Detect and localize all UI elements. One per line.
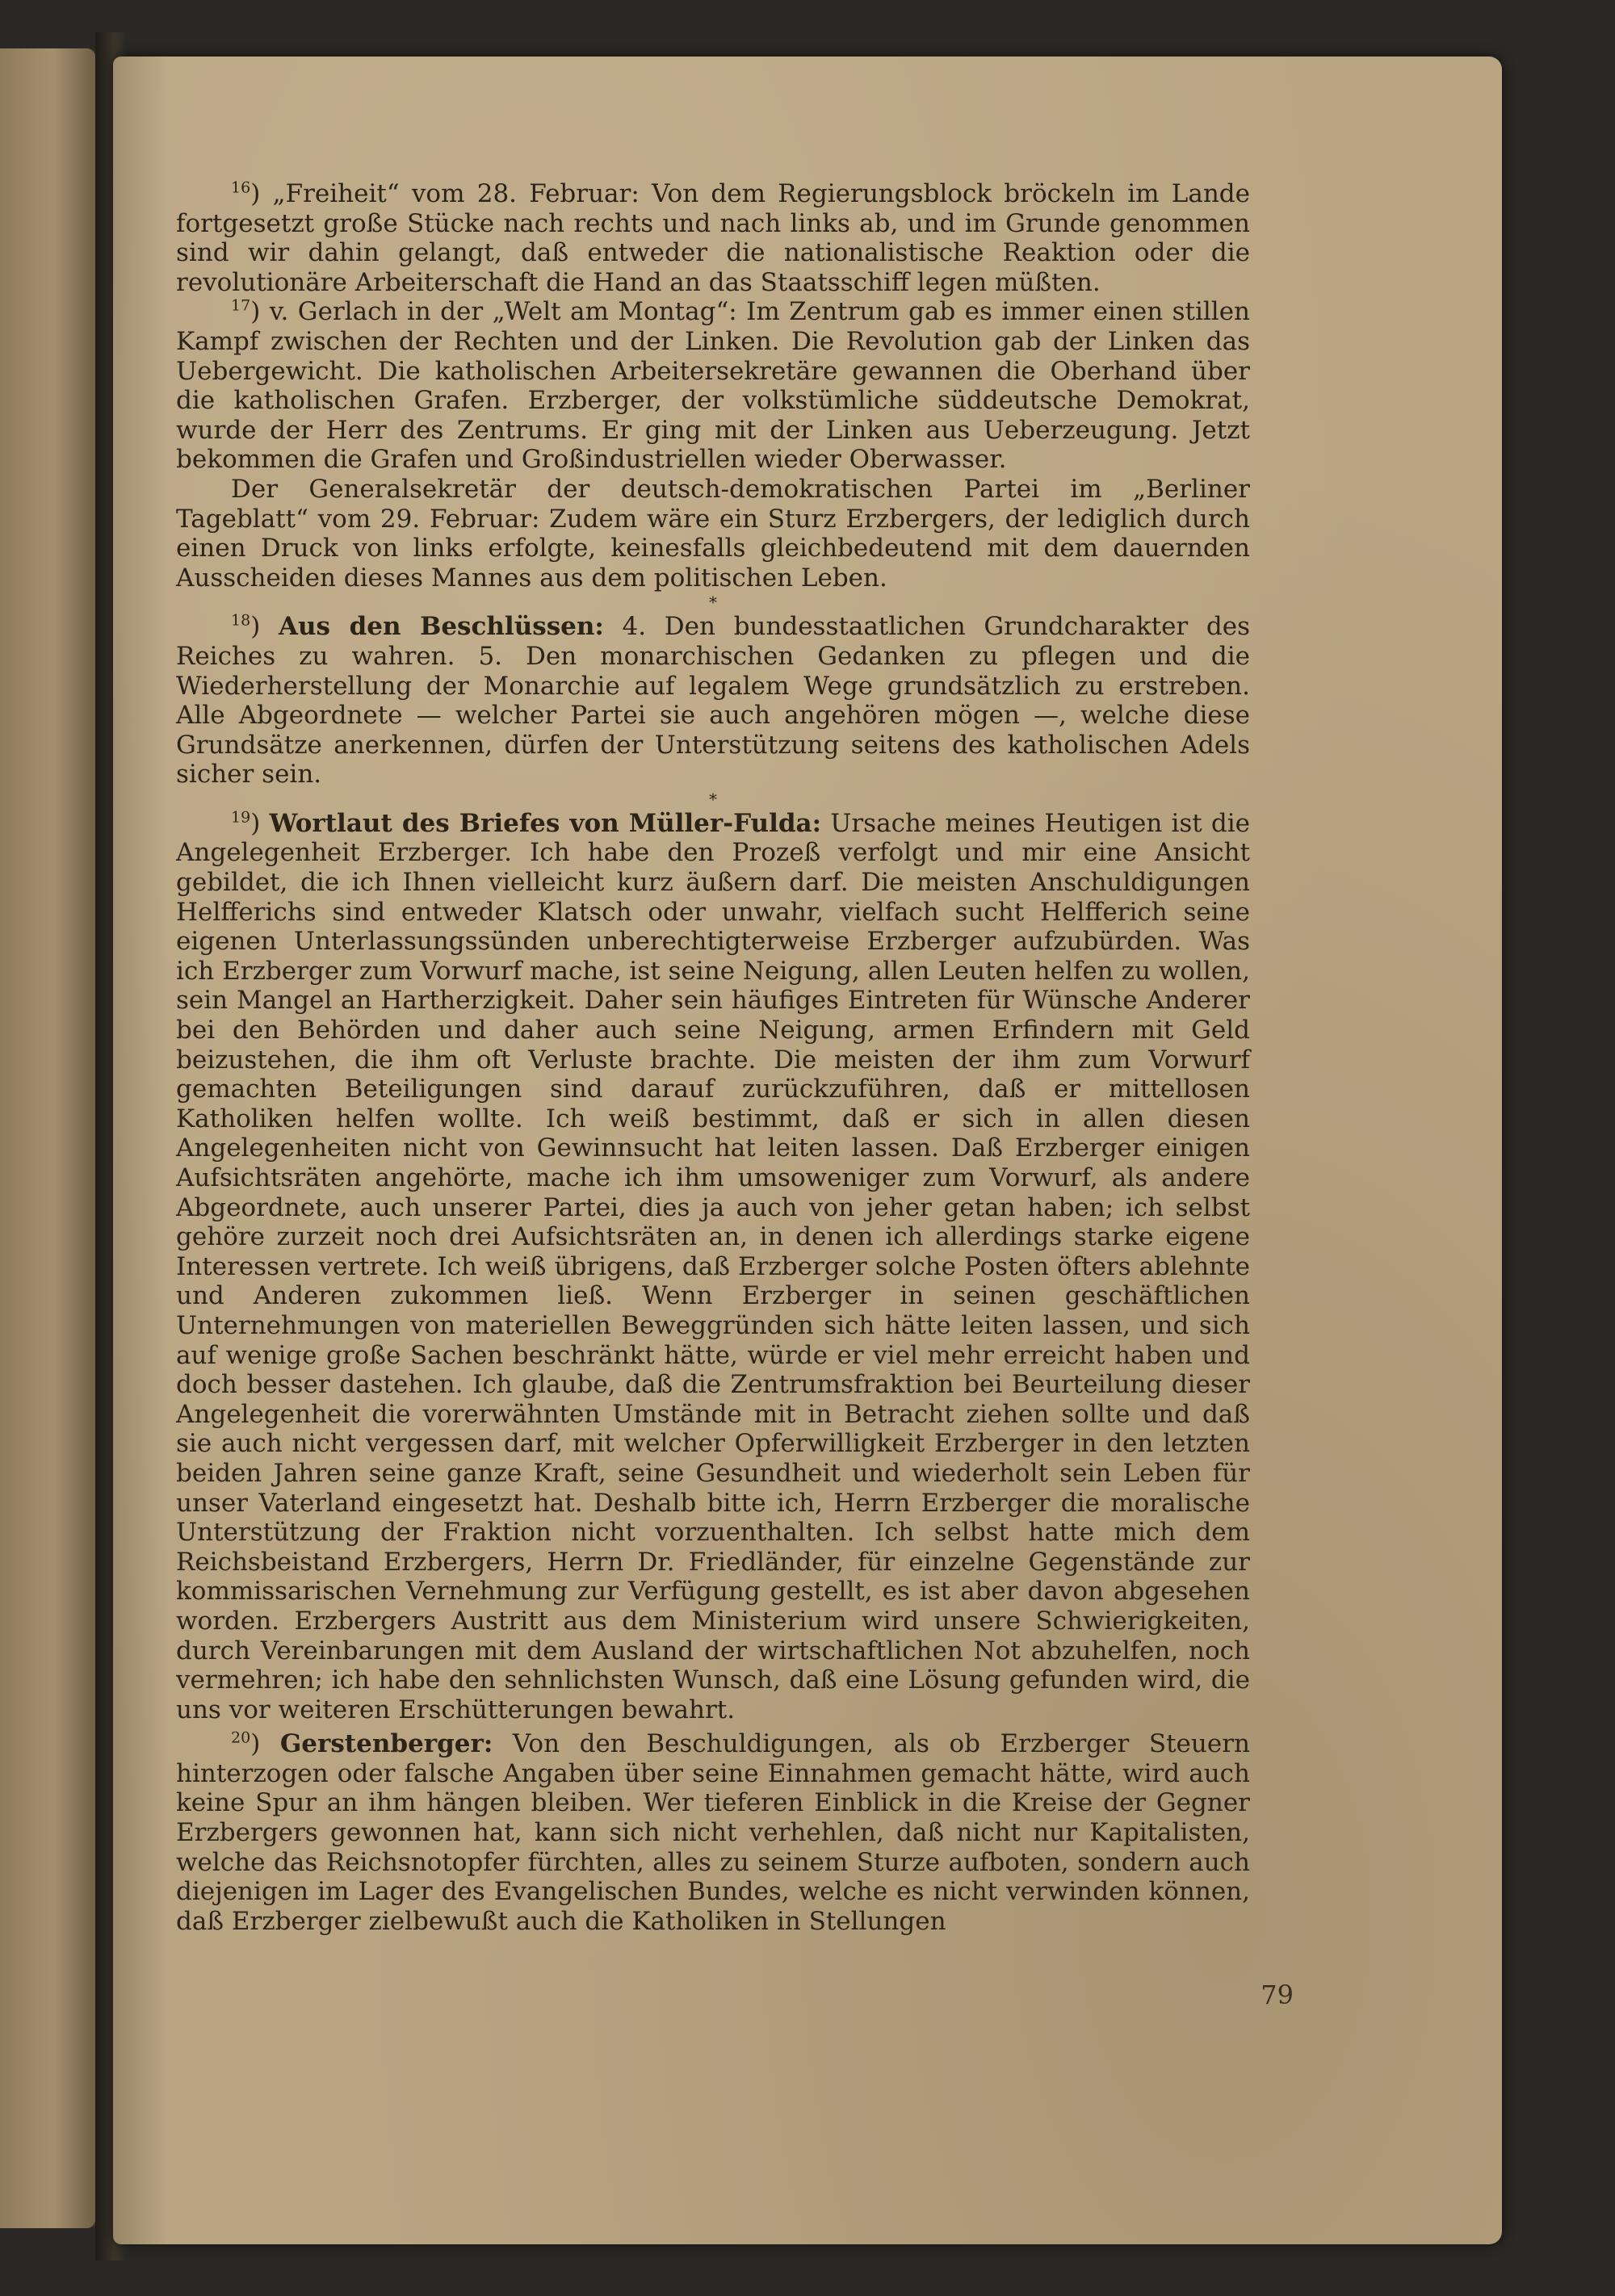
- footnote-text: 4. Den bundesstaatlichen Grundcharakter des Reiches zu wahren. 5. Den monarchischen Gedanken zu pflegen und die Wiederherstellung der Monarchie auf legalem Wege grundsätzlich zu erstreben. Alle Abgeordnete — welcher Partei sie auch angehören mögen —, welche diese Grundsätze anerkennen, dürfen der Unterstützung seitens des katholischen Adels sicher sein.: [176, 612, 1251, 790]
- footnote-18: $^{18}$) Aus den Beschlüssen: 4. Den bundesstaatlichen Grundcharakter des Reiches zu wahren. 5. Den monarchischen Gedanken zu pflegen und die Wiederherstellung der Monarchie auf legalem Wege grundsätzlich zu erstreben. Alle Abgeordnete — welcher Partei sie auch angehören mögen —, welche diese Grundsätze anerkennen, dürfen der Unterstützung seitens des katholischen Adels sicher sein.: [176, 611, 1251, 790]
- footnote-number: 17: [231, 297, 251, 316]
- footnote-17-continuation: [176, 475, 1250, 593]
- footnote-text: Von den Beschuldigungen, als ob Erzberger Steuern hinterzogen oder falsche Angaben über seine Einnahmen gemacht hätte, wird auch keine Spur an ihm hängen bleiben. Wer tieferen Einblick in die Kreise der Gegner Erzbergers gewonnen hat, kann sich nicht verhehlen, daß nicht nur Kapitalisten, welche das Reichsnotopfer fürchten, alles zu seinem Sturze aufboten, sondern auch diejenigen im Lager des Evangelischen Bundes, welche es nicht verwinden können, daß Erzberger zielbewußt auch die Katholiken in Stellungen: [176, 1729, 1250, 1936]
- footnote-text: Der Generalsekretär der deutsch-demokratischen Partei im „Berliner Tageblatt“ vom 29. Februar: Zudem wäre ein Sturz Erzbergers, der lediglich durch einen Druck von links erfolgte, keinesfalls gleichbedeutend mit dem dauernden Ausscheiden dieses Mannes aus dem politischen Leben.: [176, 474, 1250, 593]
- footnote-text: v. Gerlach in der „Welt am Montag“: Im Zentrum gab es immer einen stillen Kampf zwischen der Rechten und der Linken. Die Revolution gab der Linken das Uebergewicht. Die katholischen Arbeitersekretäre gewannen die Oberhand über die katholischen Grafen. Erzberger, der volkstümliche süddeutsche Demokrat, wurde der Herr des Zentrums. Er ging mit der Linken aus Ueberzeugung. Jetzt bekommen die Grafen und Großindustriellen wieder Oberwasser.: [176, 297, 1251, 475]
- footnote-number: 16: [231, 178, 251, 197]
- footnote-20: $^{20}$) Gerstenberger: Von den Beschuldigungen, als ob Erzberger Steuern hinterzogen oder falsche Angaben über seine Einnahmen gemacht hätte, wird auch keine Spur an ihm hängen bleiben. Wer tieferen Einblick in die Kreise der Gegner Erzbergers gewonnen hat, kann sich nicht verhehlen, daß nicht nur Kapitalisten, welche das Reichsnotopfer fürchten, alles zu seinem Sturze aufboten, sondern auch diejenigen im Lager des Evangelischen Bundes, welche es nicht verwinden können, daß Erzberger zielbewußt auch die Katholiken in Stellungen: [176, 1728, 1250, 1936]
- footnote-lead: Wortlaut des Briefes von Müller-Fulda:: [269, 808, 822, 838]
- footnote-number: 19: [231, 808, 251, 827]
- footnote-16: $^{16}$) „Freiheit“ vom 28. Februar: Von dem Regierungsblock bröckeln im Lande fortgesetzt große Stücke nach rechts und nach links ab, und im Grunde genommen sind wir dahin gelangt, daß entweder die nationalistische Reaktion oder die revolutionäre Arbeiterschaft die Hand an das Staatsschiff legen müßten.: [176, 178, 1250, 297]
- facing-page-edge: [0, 48, 102, 2228]
- book-page: [113, 57, 1502, 2244]
- footnote-number: 18: [231, 611, 251, 630]
- footnote-lead: Gerstenberger:: [279, 1729, 493, 1759]
- footnote-text: „Freiheit“ vom 28. Februar: Von dem Regierungsblock bröckeln im Lande fortgesetzt große Stücke nach rechts und nach links ab, und im Grunde genommen sind wir dahin gelangt, daß entweder die nationalistische Reaktion oder die revolutionäre Arbeiterschaft die Hand an das Staatsschiff legen müßten.: [176, 179, 1250, 297]
- footnote-number: 20: [231, 1728, 251, 1747]
- section-separator: *: [709, 593, 717, 613]
- footnote-text: Ursache meines Heutigen ist die Angelegenheit Erzberger. Ich habe den Prozeß verfolgt und mir eine Ansicht gebildet, die ich Ihnen vielleicht kurz äußern darf. Die meisten Anschuldigungen Helfferichs sind entweder Klatsch oder unwahr, vielfach sucht Helfferich seine eigenen Unterlassungssünden unberechtigterweise Erzberger aufzubürden. Was ich Erzberger zum Vorwurf mache, ist seine Neigung, allen Leuten helfen zu wollen, sein Mangel an Hartherzigkeit. Daher sein häufiges Eintreten für Wünsche Anderer bei den Behörden und daher auch seine Neigung, armen Erfindern mit Geld beizustehen, die ihm oft Verluste brachte. Die meisten der ihm zum Vorwurf gemachten Beteiligungen sind darauf zurückzuführen, daß er mittellosen Katholiken helfen wollte. Ich weiß bestimmt, daß er sich in allen diesen Angelegenheiten nicht von Gewinnsucht hat leiten lassen. Daß Erzberger einigen Aufsichtsräten angehörte, mache ich ihm umsoweniger zum Vorwurf, als andere Abgeordnete, auch unserer Partei, dies ja auch von jeher getan haben; ich selbst gehöre zurzeit noch drei Aufsichtsräten an, in denen ich allerdings starke eigene Interessen vertrete. Ich weiß übrigens, daß Erzberger solche Posten öfters ablehnte und Anderen zukommen ließ. Wenn Erzberger in seinen geschäftlichen Unternehmungen von materiellen Beweggründen sich hätte leiten lassen, und sich auf wenige große Sachen beschränkt hätte, würde er viel mehr erreicht haben und doch besser dastehen. Ich glaube, daß die Zentrumsfraktion bei Beurteilung dieser Angelegenheit die vorerwähnten Umstände mit in Betracht ziehen sollte und daß sie auch nicht vergessen darf, mit welcher Opferwilligkeit Erzberger in den letzten beiden Jahren seine ganze Kraft, seine Gesundheit und wiederholt sein Leben für unser Vaterland eingesetzt hat. Deshalb bitte ich, Herrn Erzberger die moralische Unterstützung der Fraktion nicht vorzuenthalten. Ich selbst hatte mich dem Reichsbeistand Erzbergers, Herrn Dr. Friedländer, für einzelne Gegenstände zur kommissarischen Vernehmung zur Verfügung gestellt, es ist aber davon abgesehen worden. Erzbergers Austritt aus dem Ministerium wird unsere Schwierigkeiten, durch Vereinbarungen mit dem Ausland der wirtschaftlichen Not abzuhelfen, noch vermehren; ich habe den sehnlichsten Wunsch, daß eine Lösung gefunden wird, die uns vor weiteren Erschütterungen bewahrt.: [176, 808, 1250, 1724]
- footnotes-block: [176, 179, 1250, 1936]
- section-separator: *: [709, 789, 717, 809]
- footnote-lead: Aus den Beschlüssen:: [278, 612, 604, 642]
- footnote-17: $^{17}$) v. Gerlach in der „Welt am Montag“: Im Zentrum gab es immer einen stillen Kampf zwischen der Rechten und der Linken. Die Revolution gab der Linken das Uebergewicht. Die katholischen Arbeitersekretäre gewannen die Oberhand über die katholischen Grafen. Erzberger, der volkstümliche süddeutsche Demokrat, wurde der Herr des Zentrums. Er ging mit der Linken aus Ueberzeugung. Jetzt bekommen die Grafen und Großindustriellen wieder Oberwasser.: [176, 297, 1251, 475]
- footnote-19: $^{19}$) Wortlaut des Briefes von Müller-Fulda: Ursache meines Heutigen ist die Angelegenheit Erzberger. Ich habe den Prozeß verfolgt und mir eine Ansicht gebildet, die ich Ihnen vielleicht kurz äußern darf. Die meisten Anschuldigungen Helfferichs sind entweder Klatsch oder unwahr, vielfach sucht Helfferich seine eigenen Unterlassungssünden unberechtigterweise Erzberger aufzubürden. Was ich Erzberger zum Vorwurf mache, ist seine Neigung, allen Leuten helfen zu wollen, sein Mangel an Hartherzigkeit. Daher sein häufiges Eintreten für Wünsche Anderer bei den Behörden und daher auch seine Neigung, armen Erfindern mit Geld beizustehen, die ihm oft Verluste brachte. Die meisten der ihm zum Vorwurf gemachten Beteiligungen sind darauf zurückzuführen, daß er mittellosen Katholiken helfen wollte. Ich weiß bestimmt, daß er sich in allen diesen Angelegenheiten nicht von Gewinnsucht hat leiten lassen. Daß Erzberger einigen Aufsichtsräten angehörte, mache ich ihm umsoweniger zum Vorwurf, als andere Abgeordnete, auch unserer Partei, dies ja auch von jeher getan haben; ich selbst gehöre zurzeit noch drei Aufsichtsräten an, in denen ich allerdings starke eigene Interessen vertrete. Ich weiß übrigens, daß Erzberger solche Posten öfters ablehnte und Anderen zukommen ließ. Wenn Erzberger in seinen geschäftlichen Unternehmungen von materiellen Beweggründen sich hätte leiten lassen, und sich auf wenige große Sachen beschränkt hätte, würde er viel mehr erreicht haben und doch besser dastehen. Ich glaube, daß die Zentrumsfraktion bei Beurteilung dieser Angelegenheit die vorerwähnten Umstände mit in Betracht ziehen sollte und daß sie auch nicht vergessen darf, mit welcher Opferwilligkeit Erzberger in den letzten beiden Jahren seine ganze Kraft, seine Gesundheit und wiederholt sein Leben für unser Vaterland eingesetzt hat. Deshalb bitte ich, Herrn Erzberger die moralische Unterstützung der Fraktion nicht vorzuenthalten. Ich selbst hatte mich dem Reichsbeistand Erzbergers, Herrn Dr. Friedländer, für einzelne Gegenstände zur kommissarischen Vernehmung zur Verfügung gestellt, es ist aber davon abgesehen worden. Erzbergers Austritt aus dem Ministerium wird unsere Schwierigkeiten, durch Vereinbarungen mit dem Ausland der wirtschaftlichen Not abzuhelfen, noch vermehren; ich habe den sehnlichsten Wunsch, daß eine Lösung gefunden wird, die uns vor weiteren Erschütterungen bewahrt.: [176, 808, 1250, 1724]
- page-number: 79: [1261, 1980, 1294, 2010]
